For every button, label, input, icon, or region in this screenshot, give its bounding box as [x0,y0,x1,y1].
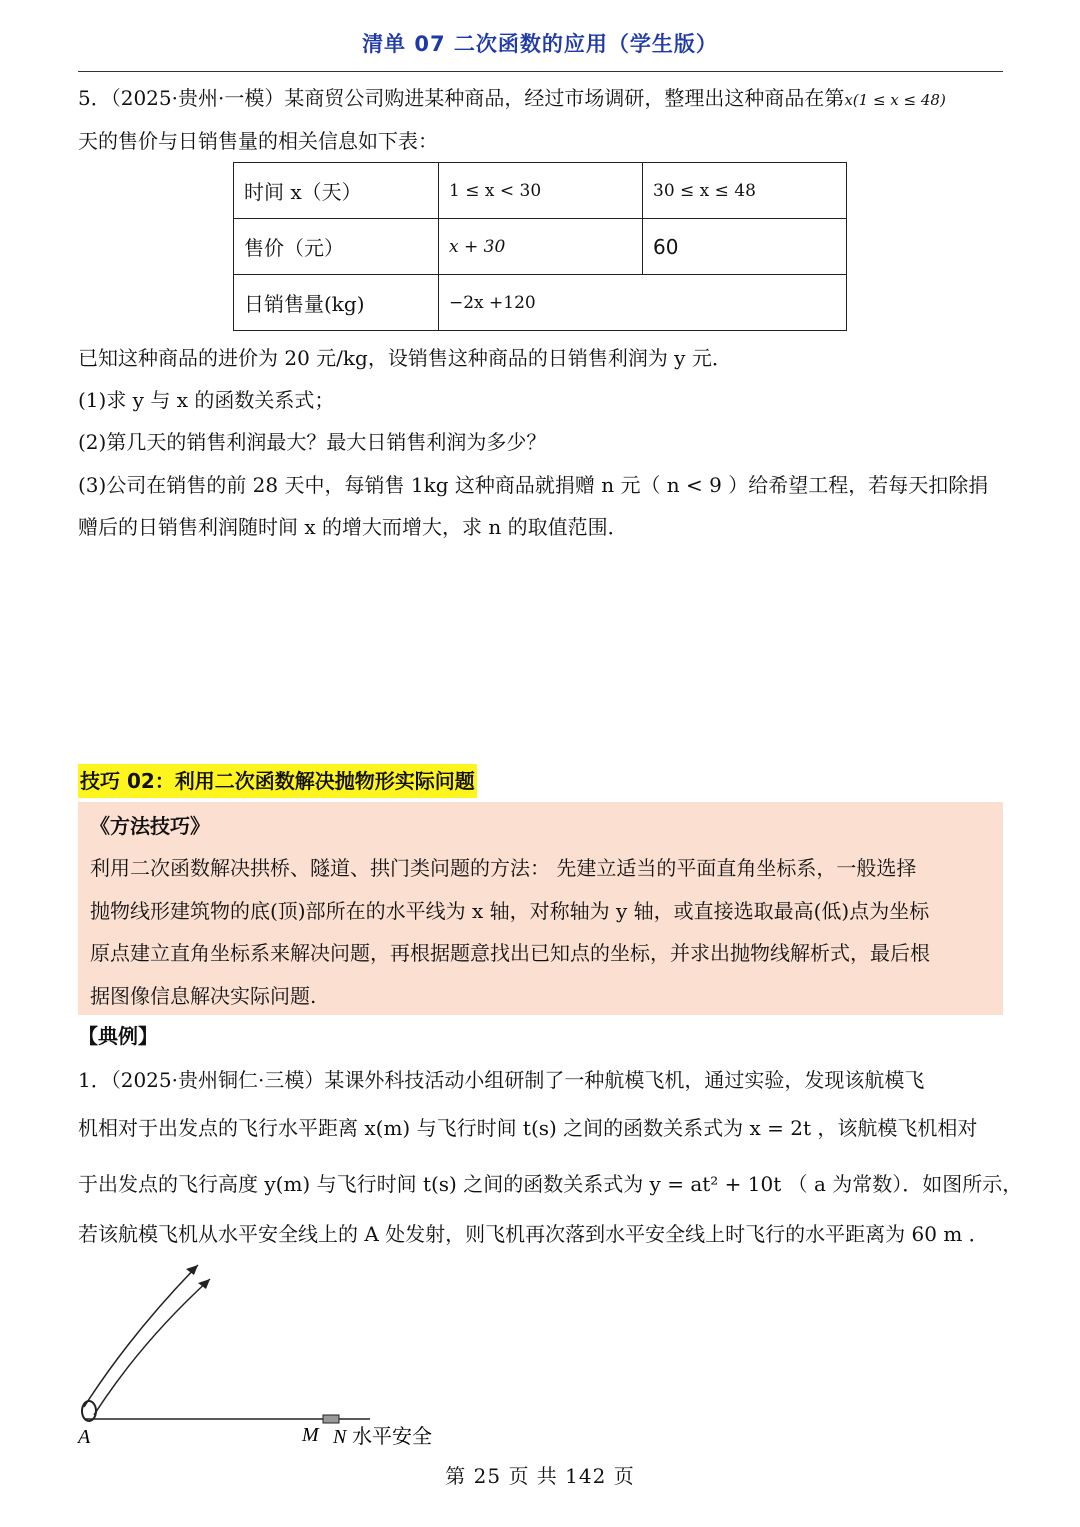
table-cell: 售价（元） [234,219,439,275]
tip-section-title: 技巧 02：利用二次函数解决抛物形实际问题 [78,764,477,798]
problem5-question-3b: 赠后的日销售利润随时间 x 的增大而增大，求 n 的取值范围． [78,515,628,539]
arrow-head-icon [186,1265,198,1275]
header-divider [78,71,1003,72]
table-row [234,275,847,331]
label-n: N [333,1426,347,1448]
problem5-line1-text: 5．（2025·贵州·一模）某商贸公司购进某种商品，经过市场调研，整理出这种商品在第 [78,86,845,110]
method-tips-line: 原点建立直角坐标系来解决问题，再根据题意找出已知点的坐标，并求出抛物线解析式，最后根 [90,941,930,965]
example-line: 机相对于出发点的飞行水平距离 x(m) 与飞行时间 t(s) 之间的函数关系式为 x = 2t ，该航模飞机相对 [78,1116,978,1140]
page-number-footer: 第 25 页 共 142 页 [445,1464,635,1488]
example-line: 若该航模飞机从水平安全线上的 A 处发射，则飞机再次落到水平安全线上时飞行的水平距离为 60 m ． [78,1222,989,1246]
table-cell: 1 ≤ x < 30 [439,163,643,219]
label-safety-line: 水平安全 [352,1424,432,1448]
method-tips-line: 利用二次函数解决拱桥、隧道、拱门类问题的方法： 先建立适当的平面直角坐标系，一般选择 [90,856,917,880]
example-line: 于出发点的飞行高度 y(m) 与飞行时间 t(s) 之间的函数关系式为 y = at² + 10t （ a 为常数）．如图所示， [78,1172,1023,1196]
flight-diagram [70,1255,470,1455]
problem5-line1 [78,84,946,114]
example-line: 1．（2025·贵州铜仁·三模）某课外科技活动小组研制了一种航模飞机，通过实验，发现该航模飞 [78,1068,925,1092]
table-cell: 时间 x（天） [234,163,439,219]
trajectory-path-2 [94,1279,210,1415]
problem5-range: x(1 ≤ x ≤ 48) [844,91,946,109]
trajectory-path-1 [84,1265,198,1407]
method-tips-line: 抛物线形建筑物的底(顶)部所在的水平线为 x 轴，对称轴为 y 轴，或直接选取最高(低)点为坐标 [90,899,930,923]
method-tips-heading: 《方法技巧》 [90,814,210,838]
problem5-question-3a: (3)公司在销售的前 28 天中，每销售 1kg 这种商品就捐赠 n 元（ n < 9 ）给希望工程，若每天扣除捐 [78,473,989,497]
problem5-line2: 天的售价与日销售量的相关信息如下表： [78,129,438,153]
problem5-question-1: (1)求 y 与 x 的函数关系式； [78,388,335,412]
table-row [234,219,847,275]
method-tips-line: 据图像信息解决实际问题. [90,984,317,1008]
table-cell: 60 [643,219,847,275]
example-title: 【典例】 [78,1024,158,1048]
table-cell: 日销售量(kg) [234,275,439,331]
table-cell: x + 30 [439,219,643,275]
table-cell: 30 ≤ x ≤ 48 [643,163,847,219]
label-a: A [78,1426,91,1448]
label-m: M [302,1424,319,1446]
price-sales-table [233,162,847,331]
problem5-question-2: (2)第几天的销售利润最大？最大日销售利润为多少？ [78,430,547,454]
method-tips-box [78,802,1003,1015]
table-cell: −2x +120 [439,275,847,331]
page-header-title: 清单 07 二次函数的应用（学生版） [362,32,718,56]
problem5-given: 已知这种商品的进价为 20 元/kg，设销售这种商品的日销售利润为 y 元． [78,346,732,370]
launch-point-a [82,1401,96,1421]
table-row [234,163,847,219]
mn-marker [323,1415,339,1423]
